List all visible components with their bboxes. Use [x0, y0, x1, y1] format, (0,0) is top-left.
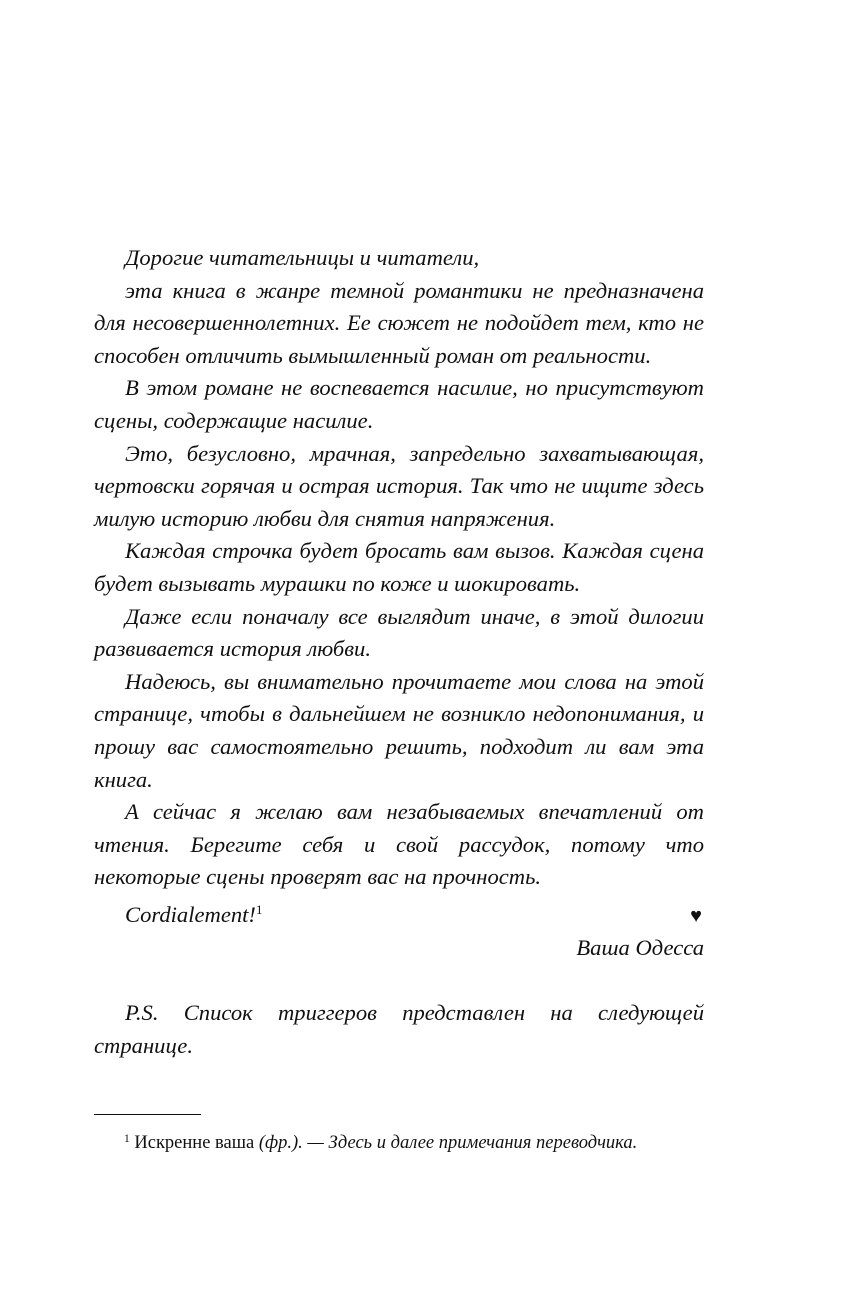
footnote-mark: 1 — [124, 1133, 130, 1145]
footnote-text: Искренне ваша — [134, 1133, 255, 1153]
letter-paragraph: А сейчас я желаю вам незабываемых впечатлений от чтения. Берегите себя и свой рассудок, потому что некоторые сцены проверят вас на прочность. — [94, 799, 704, 890]
letter-closing — [125, 894, 262, 932]
letter-paragraph: Это, безусловно, мрачная, запредельно захватывающая, чертовски горячая и острая история. Так что не ищите здесь милую историю любви для снятия напряжения. — [94, 440, 704, 531]
letter-signature: Ваша Одесса — [576, 935, 704, 961]
footnote-divider — [94, 1114, 201, 1115]
heart-icon: ♥ — [690, 904, 702, 927]
letter-paragraph: Каждая строчка будет бросать вам вызов. Каждая сцена будет вызывать мурашки по коже и шокировать. — [94, 538, 704, 596]
closing-footnote-mark: 1 — [255, 901, 263, 917]
letter-paragraph: Даже если поначалу все выглядит иначе, в этой дилогии развивается история любви. — [94, 603, 704, 662]
footnote — [124, 1126, 704, 1156]
letter-body — [94, 242, 704, 1062]
letter-postscript: P.S. Список триггеров представлен на следующей странице. — [94, 1000, 704, 1058]
letter-closing-row — [94, 894, 704, 933]
letter-paragraph: В этом романе не воспевается насилие, но присутствуют сцены, содержащие насилие. — [94, 375, 704, 433]
closing-text: Cordialement! — [125, 901, 256, 927]
letter-greeting: Дорогие читательницы и читатели, — [125, 245, 480, 270]
footnote-note: — Здесь и далее примечания переводчика. — [307, 1133, 638, 1153]
letter-paragraph: Надеюсь, вы внимательно прочитаете мои слова на этой странице, чтобы в дальнейшем не возникло недопонимания, и прошу вас самостоятельно решить, подходит ли вам эта книга. — [94, 668, 704, 792]
footnote-lang: (фр.). — [258, 1133, 303, 1153]
letter-paragraph: эта книга в жанре темной романтики не предназначена для несовершеннолетних. Ее сюжет не подойдет тем, кто не способен отличить вымышленный роман от реальности. — [94, 277, 704, 368]
